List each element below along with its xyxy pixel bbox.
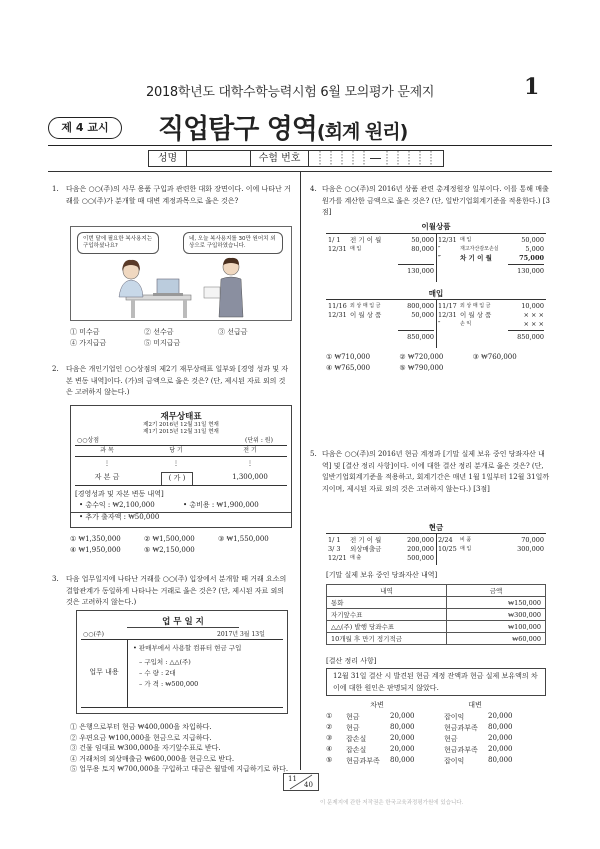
ledger2-credit-account: 외 상 매 입 금 [460, 303, 491, 309]
bs-row-cur: ( 가 ) [161, 472, 193, 486]
asset-item: 10개월 후 만기 정기적금 [327, 633, 447, 645]
asset-amount: ₩100,000 [447, 621, 546, 633]
cash-credit-account: 매 입 [460, 546, 472, 552]
q1-text: 다음은 ○○(주)의 사무 용품 구입과 관련한 대화 장면이다. 이에 나타난 거래를 ○○(주)가 분개할 때 대변 계정과목으로 옳은 것은? [66, 185, 291, 205]
asset-item: 통화 [327, 597, 447, 609]
credit-account: 잡이익 [444, 713, 465, 721]
q2-text: 다음은 개인기업인 ○○상점의 제2기 재무상태표 일부와 [경영 성과 및 자본 변동 내역]이다. (가)의 금액으로 옳은 것은? (단, 제시된 자료 외의 것은 고려하지 않는다.) [66, 365, 288, 396]
ledger2-credit-date: 12/31 [438, 311, 457, 319]
q4-option-2[interactable]: ② ₩720,000 [399, 353, 444, 361]
q4-number: 4. [310, 185, 317, 193]
name-label: 성명 [149, 151, 187, 166]
page-total: 40 [304, 781, 313, 789]
adjust-title: [결산 정리 사항] [326, 657, 377, 665]
ledger2-credit-amount: 10,000 [521, 302, 544, 310]
subject-title [158, 107, 407, 146]
ledger1-credit-date: ″ [438, 254, 441, 262]
debit-amount: 80,000 [390, 756, 415, 764]
credit-account: 잡이익 [444, 757, 465, 765]
assets-row [327, 633, 546, 645]
log-line-3: – 수 량 : 2대 [139, 669, 176, 677]
ledger1-credit-amount: 75,000 [519, 254, 544, 262]
adjust-box [326, 668, 546, 696]
exam-no-field[interactable] [309, 151, 443, 166]
choice-mark: ⑤ [326, 756, 333, 764]
ledger2-debit-date: 11/16 [328, 302, 347, 310]
q3-option-5[interactable]: ⑤ 업무용 토지 ₩700,000을 구입하고 대금은 월말에 지급하기로 하다. [70, 765, 289, 773]
bs-dots-2: ⋮ [173, 460, 179, 467]
ledger1-debit-account: 매 입 [350, 246, 362, 252]
q5-option-4[interactable] [326, 745, 548, 756]
debit-amount: 20,000 [390, 712, 415, 720]
bs-title: 재무상태표 [160, 412, 202, 422]
bs-unit: (단위 : 원) [245, 437, 273, 444]
asset-amount: ₩300,000 [447, 609, 546, 621]
detail-3: • 추가 출자액 : ₩50,000 [79, 513, 160, 521]
ledger2-debit-amount: 50,000 [411, 311, 434, 319]
q3-work-log [76, 610, 288, 714]
log-title: 업 무 일 지 [127, 615, 239, 628]
log-label: 업무 내용 [89, 668, 119, 676]
name-field[interactable] [187, 151, 251, 166]
ledger1-debit-account: 전 기 이 월 [350, 236, 382, 244]
debit-account: 현금 [346, 724, 360, 732]
q2-option-5[interactable]: ⑤ ₩2,150,000 [144, 546, 195, 554]
credit-account: 현금 [444, 735, 458, 743]
bs-dots-3: ⋮ [247, 460, 253, 467]
page-num: 11 [288, 775, 297, 783]
bs-dots-1: ⋮ [104, 460, 110, 467]
ledger2-credit-amount: × × × [523, 320, 544, 328]
ledger2-total-right: 850,000 [517, 333, 544, 341]
ledger2-credit-amount: × × × [523, 311, 544, 319]
ledger1-credit-date: ″ [438, 245, 441, 253]
bs-period-2: 제1기 2015년 12월 31일 현재 [143, 429, 219, 435]
credit-amount: 80,000 [488, 756, 513, 764]
assets-head-amount: 금액 [447, 585, 546, 597]
q1-option-3[interactable]: ③ 선급금 [218, 328, 248, 336]
period-badge-label: 제 4 교시 [61, 121, 109, 134]
cash-debit-amount: 500,000 [407, 554, 434, 562]
choice-mark: ② [326, 723, 333, 731]
log-line-4: – 가 격 : ₩500,000 [139, 680, 199, 688]
assets-row [327, 609, 546, 621]
debit-account: 현금 [346, 713, 360, 721]
cash-credit-date: 10/25 [438, 545, 457, 553]
ledger2-credit-date: 11/17 [438, 302, 457, 310]
assets-row [327, 597, 546, 609]
q5-option-3[interactable] [326, 734, 548, 745]
ledger1-total-right: 130,000 [517, 267, 544, 275]
bs-col-cur: 당 기 [169, 447, 183, 454]
id-bar [148, 150, 444, 167]
asset-amount: ₩60,000 [447, 633, 546, 645]
q3-number: 3. [52, 575, 59, 583]
log-company: ○○(주) [83, 631, 104, 638]
ledger1-credit-amount: 5,000 [525, 245, 544, 253]
q1-option-2[interactable]: ② 선수금 [144, 328, 174, 336]
subject-main: 직업탐구 영역 [158, 114, 317, 145]
exam-title: 2018학년도 대학수학능력시험 6월 모의평가 문제지 [146, 85, 435, 100]
subject-sub: (회계 원리) [316, 121, 408, 143]
cash-credit-account: 비 품 [460, 537, 472, 543]
assets-head-item: 내역 [327, 585, 447, 597]
q1-number: 1. [52, 185, 59, 193]
ledger2-debit-account: 이 월 상 품 [350, 311, 382, 319]
asset-item: △△(주) 발행 당좌수표 [327, 621, 447, 633]
q5-option-2[interactable] [326, 723, 548, 734]
page-number: 1 [524, 74, 540, 100]
ledger1-credit-account: 매 입 [460, 237, 472, 243]
column-divider [300, 172, 301, 770]
period-badge [48, 117, 122, 139]
log-date: 2017년 3월 13일 [217, 631, 265, 638]
log-line-1: • 판매부에서 사용할 컴퓨터 현금 구입 [133, 644, 242, 652]
credit-amount: 80,000 [488, 723, 513, 731]
answer-head-debit: 차변 [370, 701, 384, 709]
assets-title: [기말 실제 보유 중인 당좌자산 내역] [326, 571, 438, 579]
cash-debit-account: 외상매출금 [350, 545, 382, 553]
bs-row-label: 자 본 금 [94, 473, 120, 481]
q1-option-5[interactable]: ⑤ 미지급금 [144, 339, 181, 347]
q3-option-1[interactable]: ① 은행으로부터 현금 ₩400,000을 차입하다. [70, 723, 212, 731]
credit-amount: 20,000 [488, 745, 513, 753]
q1-option-4[interactable]: ④ 가지급금 [70, 339, 107, 347]
q3-option-2[interactable]: ② 우편요금 ₩100,000을 현금으로 지급하다. [70, 733, 212, 742]
ledger2-credit-account: 손 익 [460, 321, 472, 327]
bs-col-prev: 전 기 [243, 447, 257, 454]
detail-2: • 총비용 : ₩1,900,000 [183, 501, 259, 509]
header-rule-top [48, 145, 552, 146]
q1-illustration [70, 226, 292, 321]
debit-amount: 20,000 [390, 734, 415, 742]
details-title: [경영성과 및 자본 변동 내역] [75, 490, 164, 498]
copyright: 이 문제지에 관한 저작권은 한국교육과정평가원에 있습니다. [320, 800, 464, 806]
ledger2-credit-date: ″ [438, 320, 441, 328]
q2-balance-sheet [70, 405, 292, 513]
debit-amount: 80,000 [390, 723, 415, 731]
q5-option-5[interactable] [326, 756, 548, 767]
ledger1-debit-date: 12/31 [328, 245, 347, 253]
cash-debit-amount: 200,000 [407, 536, 434, 544]
cash-debit-date: 1/ 1 [328, 536, 341, 544]
credit-amount: 20,000 [488, 712, 513, 720]
cash-credit-date: 2/24 [438, 536, 453, 544]
credit-account: 현금과부족 [444, 746, 478, 754]
q4-option-1[interactable]: ① ₩710,000 [326, 353, 371, 361]
q5-number: 5. [310, 450, 317, 458]
exam-no-label: 수험 번호 [251, 151, 309, 166]
q4-option-5[interactable]: ⑤ ₩790,000 [399, 364, 444, 372]
q5-option-1[interactable] [326, 712, 548, 723]
ledger2-debit-account: 외 상 매 입 금 [350, 303, 381, 309]
debit-account: 잡손실 [346, 735, 367, 743]
ledger2-debit-date: 12/31 [328, 311, 347, 319]
asset-item: 자기앞수표 [327, 609, 447, 621]
ledger1-credit-amount: 50,000 [521, 236, 544, 244]
ledger1-credit-account: 재고자산감모손실 [460, 246, 499, 252]
q1-bubble-left: 이번 달에 필요한 복사용지는 구입하셨나요? [77, 232, 159, 254]
cash-title: 현금 [428, 523, 444, 532]
debit-account: 잡손실 [346, 746, 367, 754]
q4-option-3[interactable]: ③ ₩760,000 [472, 353, 517, 361]
choice-mark: ④ [326, 745, 333, 753]
credit-account: 현금과부족 [444, 724, 478, 732]
cash-debit-amount: 200,000 [407, 545, 434, 553]
asset-amount: ₩150,000 [447, 597, 546, 609]
q2-option-3[interactable]: ③ ₩1,550,000 [218, 535, 269, 543]
log-line-2: – 구입처 : △△(주) [139, 658, 191, 666]
q2-details-box [70, 498, 292, 528]
cash-debit-account: 전 기 이 월 [350, 536, 382, 544]
cash-credit-amount: 300,000 [517, 545, 544, 553]
bs-period-1: 제2기 2016년 12월 31일 현재 [143, 422, 219, 428]
ledger1-debit-amount: 50,000 [411, 236, 434, 244]
q4-option-4[interactable]: ④ ₩765,000 [326, 364, 371, 372]
ledger1-credit-date: 12/31 [438, 236, 457, 244]
ledger1-debit-amount: 80,000 [411, 245, 434, 253]
q3-option-3[interactable]: ③ 건물 임대료 ₩300,000을 자기앞수표로 받다. [70, 744, 221, 752]
cash-debit-account: 매 출 [350, 555, 362, 561]
cash-credit-amount: 70,000 [521, 536, 544, 544]
q3-text: 다음 업무일지에 나타난 거래를 ○○(주) 입장에서 분개할 때 거래 요소의 결합관계가 동일하게 나타나는 거래로 옳은 것은? (단, 제시된 자료 외의 것은 고려하지 않는다.) [66, 575, 287, 606]
debit-account: 현금과부족 [346, 757, 380, 765]
office-scene-icon [71, 227, 291, 320]
q1-options [70, 327, 292, 349]
q3-option-4[interactable]: ④ 거래처의 외상매출금 ₩600,000을 현금으로 받다. [70, 754, 235, 763]
cash-debit-date: 12/21 [328, 554, 347, 562]
exam-no-grid [309, 151, 443, 166]
q2-number: 2. [52, 365, 59, 373]
bs-company: ○○상점 [77, 437, 100, 444]
adjust-text: 12월 31일 결산 시 발견된 현금 계정 잔액과 현금 실제 보유액의 차이에 대한 원인은 판명되지 않았다. [333, 672, 538, 692]
detail-1: • 총수익 : ₩2,100,000 [79, 501, 155, 509]
ledger2-debit-amount: 800,000 [407, 302, 434, 310]
assets-table [326, 584, 546, 645]
q4-text: 다음은 ○○(주)의 2016년 상품 관련 총계정원장 일부이다. 이를 통해 매출원가를 계산한 금액으로 옳은 것은? (단, 일반기업회계기준을 적용한다.) [3점] [322, 185, 550, 216]
q3-options [70, 722, 296, 775]
ledger2-title: 매입 [428, 289, 444, 298]
choice-mark: ③ [326, 734, 333, 742]
answer-head-credit: 대변 [468, 701, 482, 709]
choice-mark: ① [326, 712, 333, 720]
q2-option-1[interactable]: ① ₩1,350,000 [70, 535, 121, 543]
ledger1-credit-account: 차 기 이 월 [460, 254, 492, 262]
ledger1-title: 이월상품 [421, 222, 451, 231]
assets-row [327, 621, 546, 633]
cash-debit-date: 3/ 3 [328, 545, 341, 553]
ledger2-credit-account: 이 월 상 품 [460, 311, 492, 319]
credit-amount: 20,000 [488, 734, 513, 742]
q5-text: 다음은 ○○(주)의 2016년 현금 계정과 [기말 실제 보유 중인 당좌자산 내역] 및 [결산 정리 사항]이다. 이에 대한 결산 정리 분개로 옳은 것은? (단, 일반기업회계기준을 적용하고, 회계기간은 매년 1월 1일부터 12월 31일까지이며, 제시된 자료 외의 것은 고려하지 않는다.) [3점] [322, 450, 550, 493]
q1-bubble-right: 네, 오늘 복사용지를 30만 원어치 외상으로 구입하였습니다. [183, 232, 283, 254]
q2-option-4[interactable]: ④ ₩1,950,000 [70, 546, 121, 554]
assets-head-row [327, 585, 546, 597]
bs-row-prev: 1,300,000 [232, 473, 268, 481]
q2-options [70, 534, 292, 556]
debit-amount: 20,000 [390, 745, 415, 753]
page-counter [283, 773, 319, 791]
q4-options [326, 352, 546, 374]
bs-col-item: 과 목 [100, 447, 114, 454]
q1-option-1[interactable]: ① 미수금 [70, 328, 100, 336]
ledger2-total-left: 850,000 [407, 333, 434, 341]
ledger1-debit-date: 1/ 1 [328, 236, 341, 244]
ledger1-total-left: 130,000 [407, 267, 434, 275]
q2-option-2[interactable]: ② ₩1,500,000 [144, 535, 195, 543]
